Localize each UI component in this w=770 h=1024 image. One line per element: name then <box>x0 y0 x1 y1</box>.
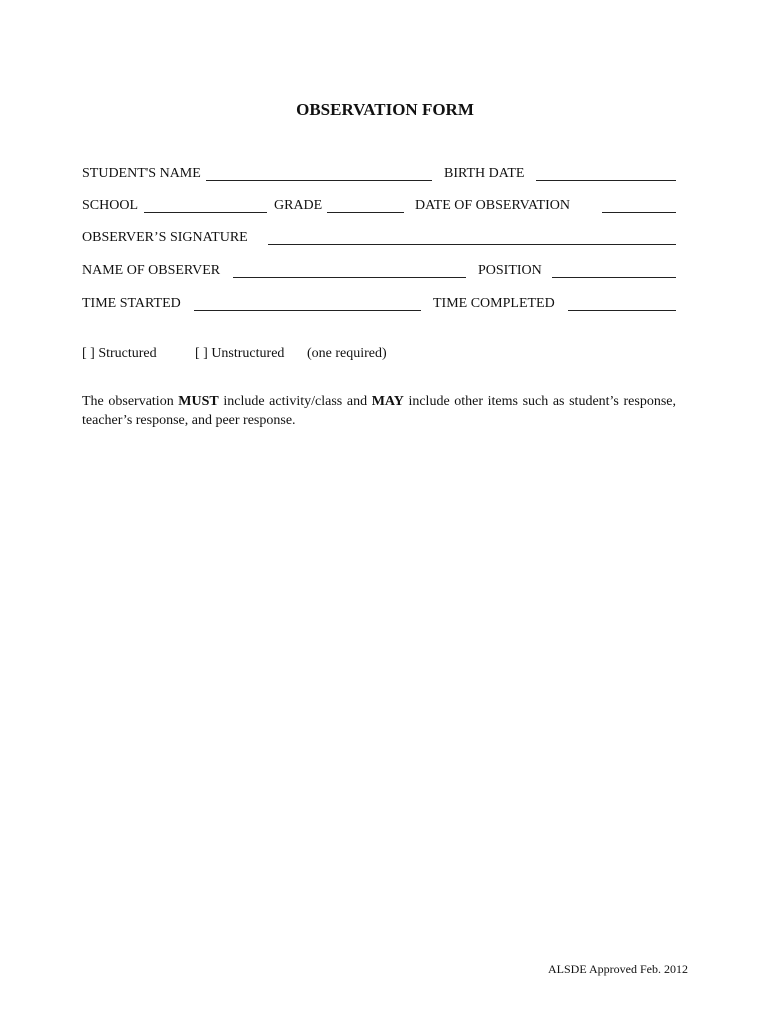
structured-checkbox[interactable]: [ ] Structured <box>82 346 157 361</box>
school-field[interactable] <box>144 212 267 213</box>
instructions-may: MAY <box>371 394 404 409</box>
time-started-field[interactable] <box>194 310 421 311</box>
approval-footer: ALSDE Approved Feb. 2012 <box>548 962 688 976</box>
unstructured-checkbox[interactable]: [ ] Unstructured <box>195 346 285 361</box>
name-of-observer-field[interactable] <box>233 277 466 278</box>
page-title: OBSERVATION FORM <box>296 100 474 119</box>
row-school <box>82 197 676 217</box>
time-completed-field[interactable] <box>568 310 676 311</box>
grade-field[interactable] <box>327 212 404 213</box>
instructions-must: MUST <box>178 394 219 409</box>
instructions-paragraph <box>82 392 676 430</box>
position-label: POSITION <box>478 263 542 278</box>
birth-date-label: BIRTH DATE <box>444 166 525 181</box>
time-started-label: TIME STARTED <box>82 296 181 311</box>
time-completed-label: TIME COMPLETED <box>433 296 555 311</box>
student-name-label: STUDENT'S NAME <box>82 166 201 181</box>
one-required-note: (one required) <box>307 346 387 361</box>
position-field[interactable] <box>552 277 676 278</box>
birth-date-field[interactable] <box>536 180 676 181</box>
student-name-field[interactable] <box>206 180 432 181</box>
row-observer <box>82 262 676 282</box>
instructions-part-1: The observation <box>82 394 179 409</box>
instructions-part-2: include activity/class and <box>218 394 372 409</box>
observer-signature-field[interactable] <box>268 244 676 245</box>
row-time <box>82 295 676 315</box>
name-of-observer-label: NAME OF OBSERVER <box>82 263 221 278</box>
date-of-observation-field[interactable] <box>602 212 676 213</box>
instructions-part-3: include other items such as student’s response, teacher’s response, and peer response. <box>82 394 676 428</box>
school-label: SCHOOL <box>82 198 139 213</box>
observer-signature-label: OBSERVER’S SIGNATURE <box>82 230 248 245</box>
row-student <box>82 165 676 185</box>
grade-label: GRADE <box>274 198 323 213</box>
row-signature <box>82 229 676 249</box>
date-of-observation-label: DATE OF OBSERVATION <box>415 198 570 213</box>
